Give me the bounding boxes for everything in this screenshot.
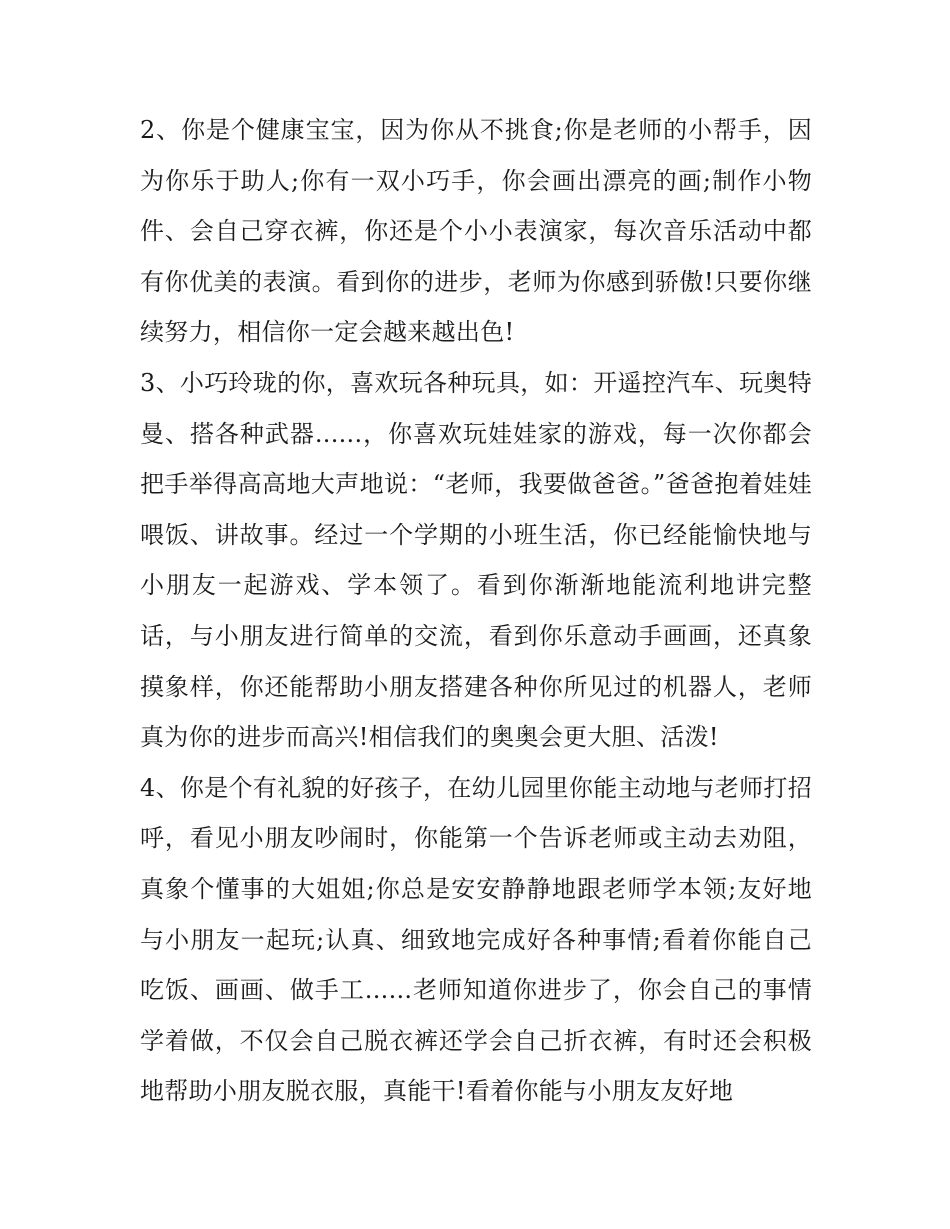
document-body <box>140 105 812 1117</box>
paragraph-3: 3、小巧玲珑的你，喜欢玩各种玩具，如：开遥控汽车、玩奥特曼、搭各种武器......，你喜欢玩娃娃家的游戏，每一次你都会把手举得高高地大声地说：“老师，我要做爸爸。”爸爸抱着娃娃喂饭、讲故事。经过一个学期的小班生活，你已经能愉快地与小朋友一起游戏、学本领了。看到你渐渐地能流利地讲完整话，与小朋友进行简单的交流，看到你乐意动手画画，还真象摸象样，你还能帮助小朋友搭建各种你所见过的机器人，老师真为你的进步而高兴!相信我们的奥奥会更大胆、活泼! <box>140 368 812 752</box>
paragraph-4: 4、你是个有礼貌的好孩子，在幼儿园里你能主动地与老师打招呼，看见小朋友吵闹时，你能第一个告诉老师或主动去劝阻，真象个懂事的大姐姐;你总是安安静静地跟老师学本领;友好地与小朋友一起玩;认真、细致地完成好各种事情;看着你能自己吃饭、画画、做手工......老师知道你进步了，你会自己的事情学着做，不仅会自己脱衣裤还学会自己折衣裤，有时还会积极地帮助小朋友脱衣服，真能干!看着你能与小朋友友好地 <box>140 773 812 1106</box>
paragraph-2: 2、你是个健康宝宝，因为你从不挑食;你是老师的小帮手，因为你乐于助人;你有一双小巧手，你会画出漂亮的画;制作小物件、会自己穿衣裤，你还是个小小表演家，每次音乐活动中都有你优美的表演。看到你的进步，老师为你感到骄傲!只要你继续努力，相信你一定会越来越出色! <box>140 116 812 347</box>
